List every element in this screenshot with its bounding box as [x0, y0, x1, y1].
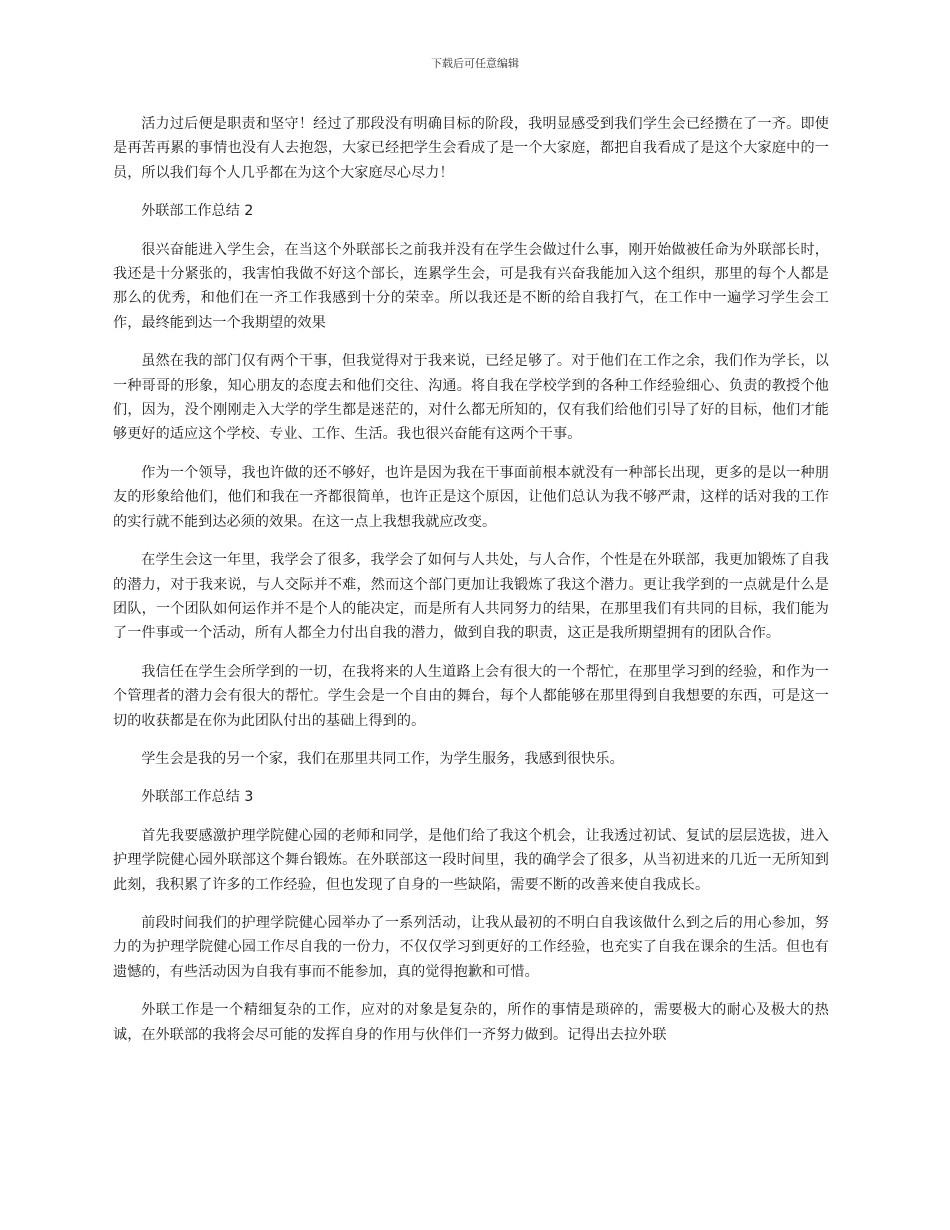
- paragraph: 虽然在我的部门仅有两个干事，但我觉得对于我来说，已经足够了。对于他们在工作之余，我们作为学长，以一种哥哥的形象，知心朋友的态度去和他们交往、沟通。将自我在学校学到的各种工作经验细心、负责的教授个他们，因为，没个刚刚走入大学的学生都是迷茫的，对什么都无所知的，仅有我们给他们引导了好的目标，他们才能够更好的适应这个学校、专业、工作、生活。我也很兴奋能有这两个干事。: [113, 353, 829, 443]
- paragraph: 作为一个领导，我也许做的还不够好，也许是因为我在干事面前根本就没有一种部长出现，更多的是以一种朋友的形象给他们，他们和我在一齐都很简单，也许正是这个原因，让他们总认为我不够严肃，这样的话对我的工作的实行就不能到达必须的效果。在这一点上我想我就应改变。: [113, 464, 829, 530]
- page-header: 下载后可任意编辑: [431, 57, 519, 70]
- section-heading: 外联部工作总结 2: [141, 203, 254, 220]
- paragraph: 在学生会这一年里，我学会了很多，我学会了如何与人共处，与人合作，个性是在外联部，我更加锻炼了自我的潜力，对于我来说，与人交际并不难，然而这个部门更加让我锻炼了我这个潜力。更让我学到的一点就是什么是团队，一个团队如何运作并不是个人的能决定，而是所有人共同努力的结果，在那里我们有共同的目标，我们能为了一件事或一个活动，所有人都全力付出自我的潜力，做到自我的职责，这正是我所期望拥有的团队合作。: [113, 552, 829, 642]
- section-heading: 外联部工作总结 3: [141, 789, 254, 806]
- paragraph: 前段时间我们的护理学院健心园举办了一系列活动，让我从最初的不明白自我该做什么到之后的用心参加，努力的为护理学院健心园工作尽自我的一份力，不仅仅学习到更好的工作经验，也充实了自我在课余的生活。但也有遗憾的，有些活动因为自我有事而不能参加，真的觉得抱歉和可惜。: [113, 914, 829, 980]
- paragraph: 学生会是我的另一个家，我们在那里共同工作，为学生服务，我感到很快乐。: [141, 750, 624, 767]
- paragraph: 首先我要感激护理学院健心园的老师和同学，是他们给了我这个机会，让我透过初试、复试的层层选拔，进入护理学院健心园外联部这个舞台锻炼。在外联部这一段时间里，我的确学会了很多，从当初进来的几近一无所知到此刻，我积累了许多的工作经验，但也发现了自身的一些缺陷，需要不断的改善来使自我成长。: [113, 827, 829, 893]
- document-body: [113, 112, 829, 1061]
- paragraph: 很兴奋能进入学生会，在当这个外联部长之前我并没有在学生会做过什么事，刚开始做被任命为外联部长时，我还是十分紧张的，我害怕我做不好这个部长，连累学生会，可是我有兴奋我能加入这个组织，那里的每个人都是那么的优秀，和他们在一齐工作我感到十分的荣幸。所以我还是不断的给自我打气，在工作中一遍学习学生会工作，最终能到达一个我期望的效果: [113, 241, 829, 331]
- paragraph: 外联工作是一个精细复杂的工作，应对的对象是复杂的，所作的事情是琐碎的，需要极大的耐心及极大的热诚，在外联部的我将会尽可能的发挥自身的作用与伙伴们一齐努力做到。记得出去拉外联: [113, 1002, 829, 1043]
- paragraph: 我信任在学生会所学到的一切，在我将来的人生道路上会有很大的一个帮忙，在那里学习到的经验，和作为一个管理者的潜力会有很大的帮忙。学生会是一个自由的舞台，每个人都能够在那里得到自我想要的东西，可是这一切的收获都是在你为此团队付出的基础上得到的。: [113, 663, 829, 729]
- paragraph: 活力过后便是职责和坚守！经过了那段没有明确目标的阶段，我明显感受到我们学生会已经攒在了一齐。即使是再苦再累的事情也没有人去抱怨，大家已经把学生会看成了是一个大家庭，都把自我看成了是这个大家庭中的一员，所以我们每个人几乎都在为这个大家庭尽心尽力！: [113, 116, 829, 181]
